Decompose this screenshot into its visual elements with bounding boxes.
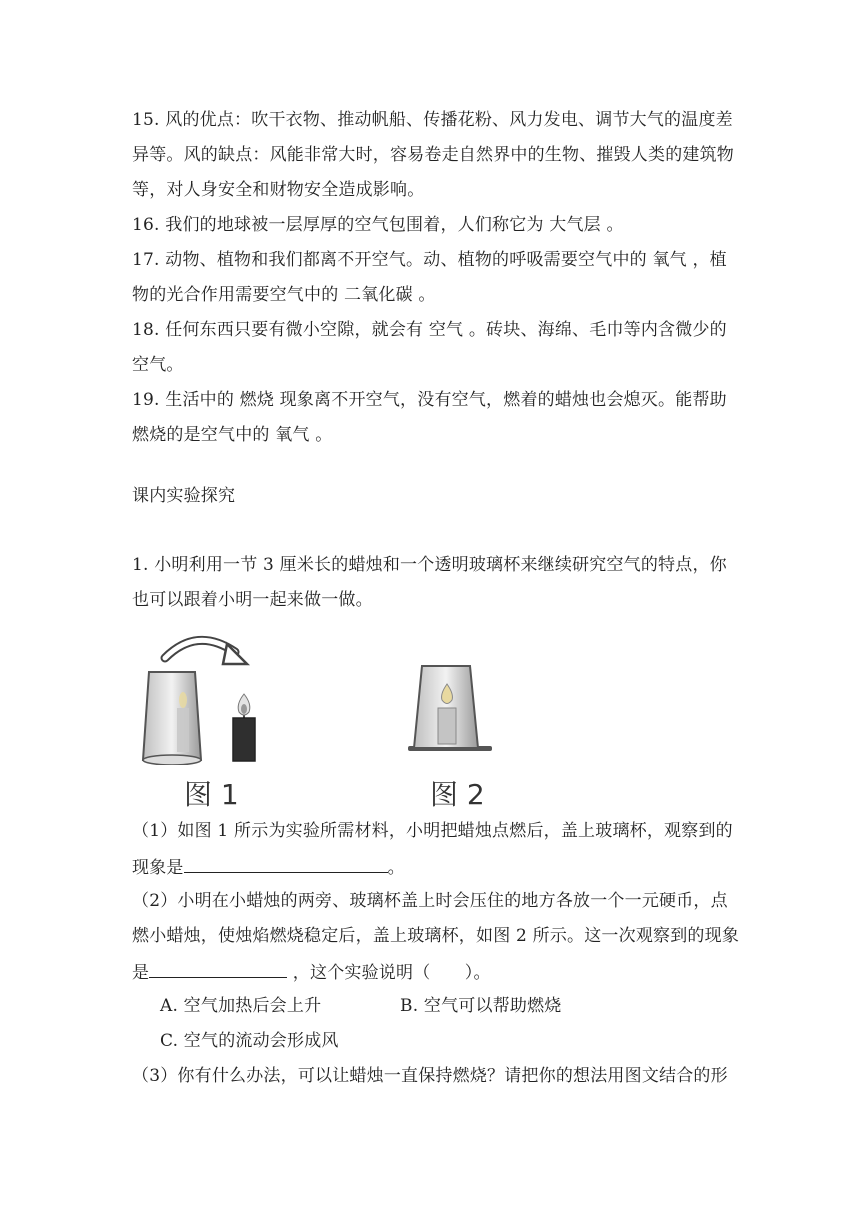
figure-2-caption: 图 2: [430, 778, 485, 811]
item-18-line-1: 18. 任何东西只要有微小空隙，就会有 空气 。砖块、海绵、毛巾等内含微少的: [132, 320, 727, 340]
item-17-line-1: 17. 动物、植物和我们都离不开空气。动、植物的呼吸需要空气中的 氧气 ，植: [132, 250, 727, 270]
figure-2-illustration: [400, 660, 500, 758]
item-15-line-3: 等，对人身安全和财物安全造成影响。: [132, 180, 425, 200]
item-15-line-1: 15. 风的优点：吹干衣物、推动帆船、传播花粉、风力发电、调节大气的温度差: [132, 110, 733, 130]
sub-question-1-line-2: [132, 854, 405, 880]
answer-blank-2[interactable]: [149, 959, 287, 978]
sub-question-2-suffix: ，这个实验说明（ ）。: [287, 963, 491, 983]
answer-blank-1[interactable]: [184, 854, 388, 873]
option-a: A. 空气加热后会上升: [160, 996, 322, 1016]
sub-question-1-prefix: 现象是: [132, 858, 184, 878]
candle-icon: [233, 718, 255, 761]
sub-question-2-prefix: 是: [132, 963, 150, 983]
item-18-line-2: 空气。: [132, 355, 184, 375]
figure-1-caption: 图 1: [184, 778, 239, 811]
glass-cup-icon: [143, 672, 201, 760]
item-17-line-2: 物的光合作用需要空气中的 二氧化碳 。: [132, 285, 436, 305]
sub-question-2-line-3: [132, 959, 491, 985]
option-c: C. 空气的流动会形成风: [160, 1031, 339, 1051]
item-19-line-1: 19. 生活中的 燃烧 现象离不开空气，没有空气，燃着的蜡烛也会熄灭。能帮助: [132, 390, 727, 410]
sub-question-2-line-2: 燃小蜡烛，使烛焰燃烧稳定后，盖上玻璃杯，如图 2 所示。这一次观察到的现象: [132, 926, 740, 946]
question-1-line-1: 1. 小明利用一节 3 厘米长的蜡烛和一个透明玻璃杯来继续研究空气的特点，你: [132, 555, 727, 575]
sub-question-3-line-1: （3）你有什么办法，可以让蜡烛一直保持燃烧？请把你的想法用图文结合的形: [132, 1066, 728, 1086]
sub-question-1-line-1: （1）如图 1 所示为实验所需材料，小明把蜡烛点燃后，盖上玻璃杯，观察到的: [132, 821, 733, 841]
sub-question-2-line-1: （2）小明在小蜡烛的两旁、玻璃杯盖上时会压住的地方各放一个一元硬币，点: [132, 891, 728, 911]
sub-question-1-suffix: 。: [387, 858, 405, 878]
question-1-line-2: 也可以跟着小明一起来做一做。: [132, 590, 373, 610]
item-16: 16. 我们的地球被一层厚厚的空气包围着，人们称它为 大气层 。: [132, 215, 624, 235]
section-title: 课内实验探究: [132, 486, 236, 506]
figure-1-illustration: [135, 630, 285, 765]
item-15-line-2: 异等。风的缺点：风能非常大时，容易卷走自然界中的生物、摧毁人类的建筑物: [132, 145, 734, 165]
option-b: B. 空气可以帮助燃烧: [400, 996, 562, 1016]
item-19-line-2: 燃烧的是空气中的 氧气 。: [132, 425, 333, 445]
candle-icon: [438, 708, 456, 744]
